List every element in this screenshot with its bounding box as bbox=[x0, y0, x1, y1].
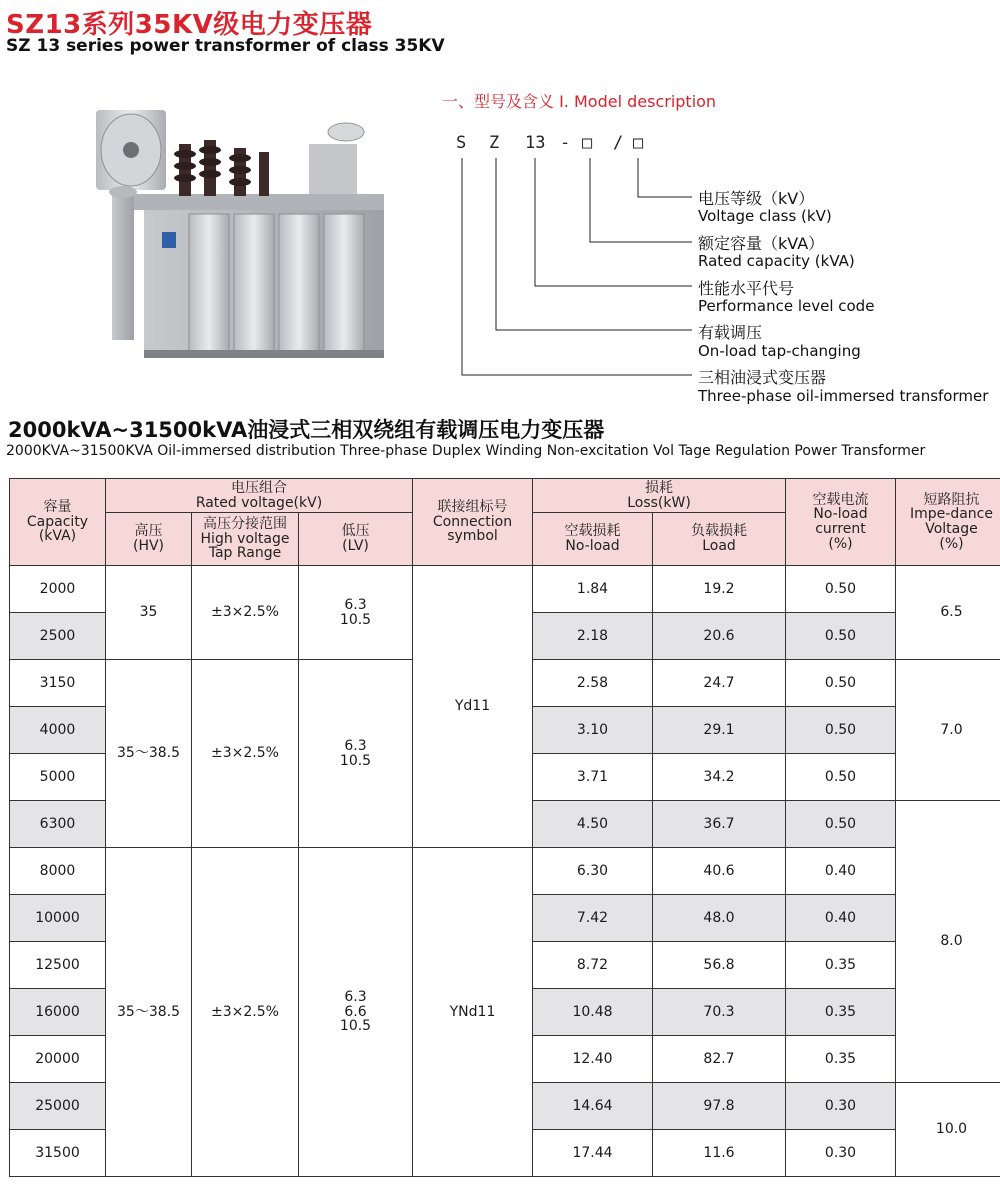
cell-load: 56.8 bbox=[653, 942, 786, 989]
cell-load: 70.3 bbox=[653, 989, 786, 1036]
cell-capacity: 31500 bbox=[10, 1130, 106, 1177]
cell-current: 0.50 bbox=[786, 660, 896, 707]
cell-lv: 6.3 10.5 bbox=[299, 660, 413, 848]
cell-current: 0.35 bbox=[786, 989, 896, 1036]
cell-tap: ±3×2.5% bbox=[192, 566, 299, 660]
cell-hv: 35 bbox=[106, 566, 192, 660]
cell-connection: Yd11 bbox=[413, 566, 533, 848]
cell-noload: 10.48 bbox=[533, 989, 653, 1036]
cell-capacity: 20000 bbox=[10, 1036, 106, 1083]
cell-capacity: 4000 bbox=[10, 707, 106, 754]
three-phase-en: Three-phase oil-immersed transformer bbox=[698, 387, 989, 405]
header-impedance: 短路阻抗 Impe-dance Voltage (%) bbox=[896, 479, 1000, 566]
cell-load: 48.0 bbox=[653, 895, 786, 942]
header-lv: 低压 (LV) bbox=[299, 513, 413, 566]
cell-load: 36.7 bbox=[653, 801, 786, 848]
code-s: S bbox=[456, 133, 467, 153]
cell-load: 34.2 bbox=[653, 754, 786, 801]
cell-tap: ±3×2.5% bbox=[192, 660, 299, 848]
cell-noload: 8.72 bbox=[533, 942, 653, 989]
cell-current: 0.50 bbox=[786, 754, 896, 801]
cell-load: 24.7 bbox=[653, 660, 786, 707]
cell-current: 0.50 bbox=[786, 707, 896, 754]
cell-current: 0.40 bbox=[786, 848, 896, 895]
cell-current: 0.30 bbox=[786, 1130, 896, 1177]
cell-current: 0.30 bbox=[786, 1083, 896, 1130]
cell-hv: 35～38.5 bbox=[106, 848, 192, 1177]
cell-hv: 35～38.5 bbox=[106, 660, 192, 848]
section-title: 2000kVA~31500kVA油浸式三相双绕组有载调压电力变压器 bbox=[8, 418, 605, 442]
cell-current: 0.50 bbox=[786, 801, 896, 848]
cell-load: 11.6 bbox=[653, 1130, 786, 1177]
cell-current: 0.50 bbox=[786, 566, 896, 613]
cell-noload: 4.50 bbox=[533, 801, 653, 848]
cell-current: 0.50 bbox=[786, 613, 896, 660]
cell-load: 20.6 bbox=[653, 613, 786, 660]
cell-current: 0.35 bbox=[786, 942, 896, 989]
cell-tap: ±3×2.5% bbox=[192, 848, 299, 1177]
cell-capacity: 25000 bbox=[10, 1083, 106, 1130]
cell-noload: 2.58 bbox=[533, 660, 653, 707]
header-noload-current: 空载电流 No-load current (%) bbox=[786, 479, 896, 566]
three-phase-cn: 三相油浸式变压器 bbox=[698, 368, 827, 387]
spec-table bbox=[9, 478, 1000, 1177]
cell-connection: YNd11 bbox=[413, 848, 533, 1177]
cell-impedance: 8.0 bbox=[896, 801, 1000, 1083]
cell-load: 19.2 bbox=[653, 566, 786, 613]
cell-noload: 7.42 bbox=[533, 895, 653, 942]
cell-lv: 6.3 10.5 bbox=[299, 566, 413, 660]
header-tap-range: 高压分接范围 High voltage Tap Range bbox=[192, 513, 299, 566]
section-subtitle: 2000KVA~31500KVA Oil-immersed distribution Three-phase Duplex Winding Non-excitation Vol Tage Regulation Power Transformer bbox=[6, 443, 926, 459]
cell-impedance: 10.0 bbox=[896, 1083, 1000, 1177]
performance-level-cn: 性能水平代号 bbox=[698, 279, 795, 298]
cell-noload: 3.10 bbox=[533, 707, 653, 754]
page-title: SZ13系列35KV级电力变压器 bbox=[6, 10, 373, 40]
cell-impedance: 7.0 bbox=[896, 660, 1000, 801]
cell-capacity: 12500 bbox=[10, 942, 106, 989]
cell-capacity: 10000 bbox=[10, 895, 106, 942]
cell-noload: 3.71 bbox=[533, 754, 653, 801]
header-rated-voltage: 电压组合 Rated voltage(kV) bbox=[106, 479, 413, 513]
cell-load: 82.7 bbox=[653, 1036, 786, 1083]
voltage-class-en: Voltage class (kV) bbox=[698, 207, 832, 225]
header-hv: 高压 (HV) bbox=[106, 513, 192, 566]
table-row bbox=[10, 566, 1000, 613]
cell-noload: 2.18 bbox=[533, 613, 653, 660]
cell-noload: 17.44 bbox=[533, 1130, 653, 1177]
cell-capacity: 6300 bbox=[10, 801, 106, 848]
cell-capacity: 5000 bbox=[10, 754, 106, 801]
cell-capacity: 16000 bbox=[10, 989, 106, 1036]
cell-current: 0.35 bbox=[786, 1036, 896, 1083]
on-load-tap-cn: 有载调压 bbox=[698, 323, 763, 342]
voltage-class-cn: 电压等级（kV） bbox=[698, 189, 815, 208]
header-loss: 损耗 Loss(kW) bbox=[533, 479, 786, 513]
page-subtitle: SZ 13 series power transformer of class 35KV bbox=[6, 36, 445, 56]
cell-lv: 6.3 6.6 10.5 bbox=[299, 848, 413, 1177]
code-slash: / bbox=[613, 133, 624, 153]
code-13: 13 bbox=[525, 133, 546, 153]
header-connection: 联接组标号 Connection symbol bbox=[413, 479, 533, 566]
performance-level-en: Performance level code bbox=[698, 297, 875, 315]
cell-capacity: 2500 bbox=[10, 613, 106, 660]
cell-load: 29.1 bbox=[653, 707, 786, 754]
cell-noload: 12.40 bbox=[533, 1036, 653, 1083]
on-load-tap-en: On-load tap-changing bbox=[698, 342, 861, 360]
cell-noload: 14.64 bbox=[533, 1083, 653, 1130]
cell-load: 97.8 bbox=[653, 1083, 786, 1130]
cell-noload: 1.84 bbox=[533, 566, 653, 613]
cell-noload: 6.30 bbox=[533, 848, 653, 895]
code-dash: - bbox=[560, 133, 571, 153]
rated-capacity-en: Rated capacity (kVA) bbox=[698, 252, 855, 270]
cell-current: 0.40 bbox=[786, 895, 896, 942]
header-load-loss: 负载损耗 Load bbox=[653, 513, 786, 566]
cell-impedance: 6.5 bbox=[896, 566, 1000, 660]
rated-capacity-cn: 额定容量（kVA） bbox=[698, 234, 825, 253]
code-z: Z bbox=[489, 133, 500, 153]
header-noload-loss: 空载损耗 No-load bbox=[533, 513, 653, 566]
table-row bbox=[10, 848, 1000, 895]
model-description-heading: 一、型号及含义 I. Model description bbox=[442, 92, 717, 111]
cell-load: 40.6 bbox=[653, 848, 786, 895]
code-voltage-box: □ bbox=[633, 133, 644, 153]
cell-capacity: 2000 bbox=[10, 566, 106, 613]
header-capacity: 容量 Capacity (kVA) bbox=[10, 479, 106, 566]
code-capacity-box: □ bbox=[582, 133, 593, 153]
cell-capacity: 8000 bbox=[10, 848, 106, 895]
cell-capacity: 3150 bbox=[10, 660, 106, 707]
